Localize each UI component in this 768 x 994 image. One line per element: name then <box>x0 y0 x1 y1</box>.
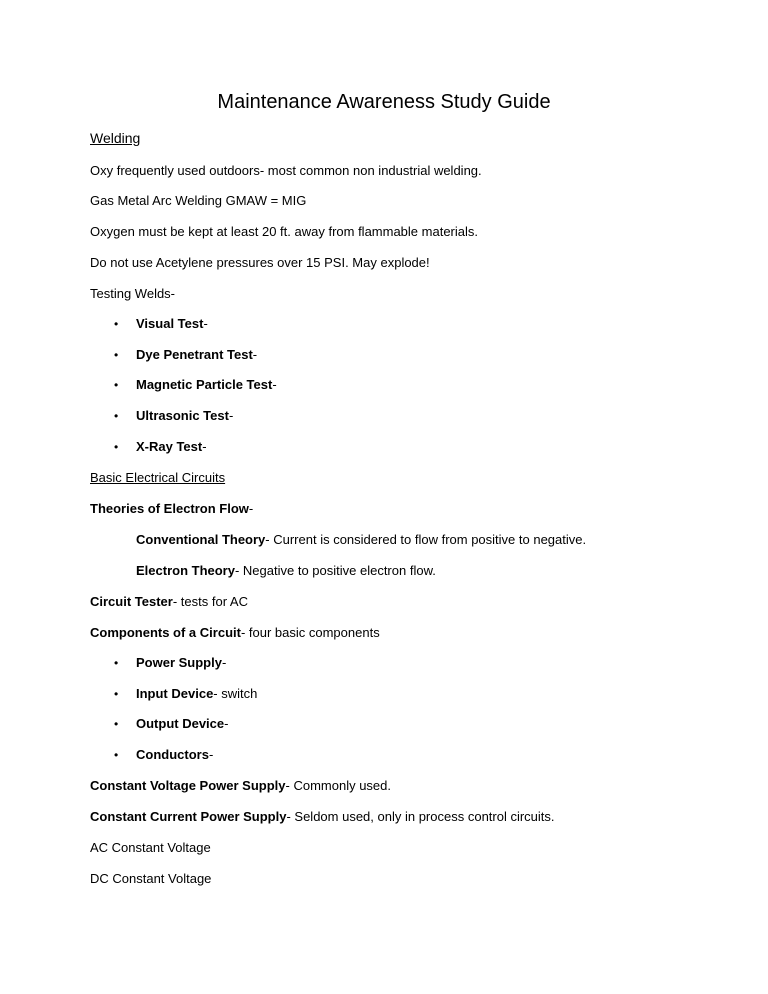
bullet-icon: • <box>114 440 119 454</box>
section-heading-circuits: Basic Electrical Circuits <box>90 470 226 485</box>
list-item-term: Dye Penetrant Test <box>136 347 253 362</box>
list-item-term: X-Ray Test <box>136 439 203 454</box>
definition-term: Electron Theory <box>136 563 235 578</box>
definition-line <box>90 809 555 825</box>
bullet-icon: • <box>114 717 119 731</box>
list-item-text: - <box>252 347 258 362</box>
list-item-term: Magnetic Particle Test <box>136 377 273 392</box>
bullet-icon: • <box>114 748 119 762</box>
list-item-text: - <box>203 316 208 331</box>
bullet-icon: • <box>114 348 119 362</box>
list-item-term: Visual Test <box>136 316 204 331</box>
definition-text: - tests for AC <box>172 594 248 609</box>
bullet-icon: • <box>114 317 119 331</box>
list-item <box>114 377 277 393</box>
list-item <box>114 655 227 671</box>
definition-term: Conventional Theory <box>136 532 266 547</box>
list-item-text: - switch <box>213 686 258 701</box>
definition-term: Components of a Circuit <box>90 625 241 640</box>
list-item <box>114 439 207 455</box>
definition-text: - Current is considered to flow from positive to negative. <box>265 532 587 547</box>
list-item-text: - <box>202 439 207 454</box>
list-item-term: Output Device <box>136 716 225 731</box>
list-item-text: - <box>221 655 227 670</box>
paragraph-line: AC Constant Voltage <box>90 840 211 855</box>
list-item-text: - <box>228 408 234 423</box>
page-title: Maintenance Awareness Study Guide <box>217 91 551 113</box>
paragraph-line: Oxygen must be kept at least 20 ft. away from flammable materials. <box>90 224 478 239</box>
list-item <box>114 747 214 763</box>
bullet-icon: • <box>114 687 119 701</box>
list-item-text: - <box>272 377 277 392</box>
bullet-icon: • <box>114 656 119 670</box>
list-item-term: Input Device <box>136 686 214 701</box>
paragraph-line: Oxy frequently used outdoors- most common non industrial welding. <box>90 163 482 178</box>
definition-text: - Seldom used, only in process control circuits. <box>286 809 555 824</box>
definition-line <box>90 501 253 517</box>
bullet-icon: • <box>114 409 119 423</box>
definition-text: - Commonly used. <box>285 778 391 793</box>
paragraph-line: DC Constant Voltage <box>90 871 212 886</box>
definition-text: - four basic components <box>240 625 380 640</box>
definition-line <box>90 778 391 794</box>
paragraph-line: Testing Welds- <box>90 286 176 301</box>
list-item <box>114 686 258 702</box>
definition-line <box>136 563 436 579</box>
definition-text: - <box>248 501 254 516</box>
definition-term: Circuit Tester <box>90 594 173 609</box>
bullet-icon: • <box>114 378 119 392</box>
list-item-text: - <box>208 747 214 762</box>
list-item-text: - <box>224 716 229 731</box>
list-item <box>114 716 229 732</box>
definition-term: Constant Current Power Supply <box>90 809 287 824</box>
list-item-term: Power Supply <box>136 655 222 670</box>
section-heading-welding: Welding <box>90 130 141 146</box>
list-item-term: Conductors <box>136 747 209 762</box>
definition-line <box>136 532 586 548</box>
definition-line <box>90 625 380 641</box>
definition-line <box>90 594 248 610</box>
list-item <box>114 408 234 424</box>
definition-text: - Negative to positive electron flow. <box>234 563 436 578</box>
paragraph-line: Gas Metal Arc Welding GMAW = MIG <box>90 193 307 208</box>
list-item <box>114 347 258 363</box>
definition-term: Constant Voltage Power Supply <box>90 778 286 793</box>
list-item <box>114 316 208 332</box>
definition-term: Theories of Electron Flow <box>90 501 249 516</box>
paragraph-line: Do not use Acetylene pressures over 15 PSI. May explode! <box>90 255 430 270</box>
list-item-term: Ultrasonic Test <box>136 408 229 423</box>
